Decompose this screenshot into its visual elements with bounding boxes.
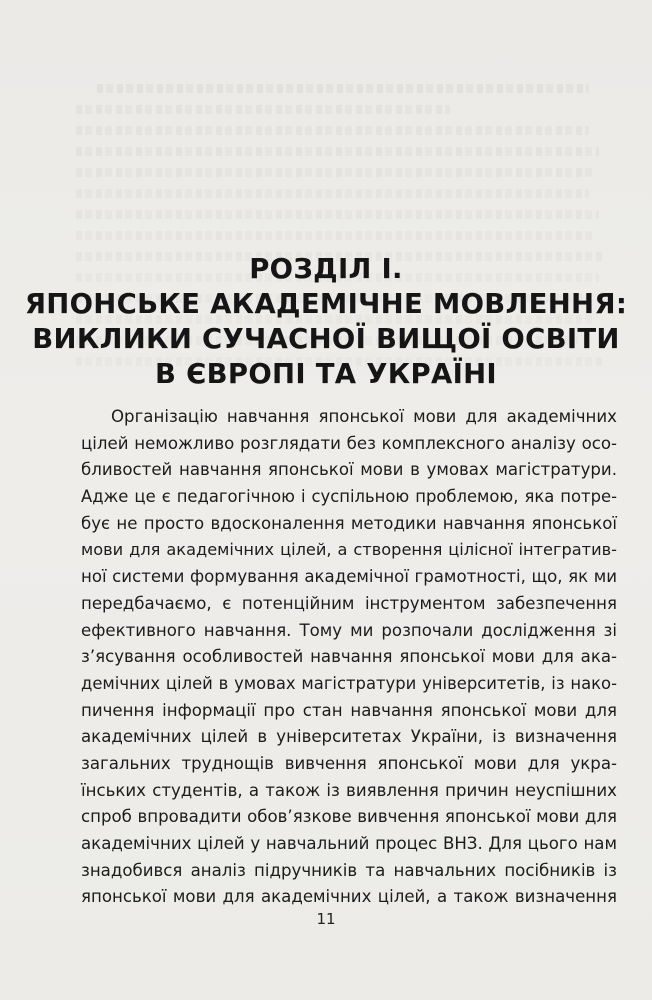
text-line: демічних цілей в умовах магістратури університетів, із нако- [81, 673, 617, 693]
text-line: знадобився аналіз підручників та навчальних посібників із [81, 860, 617, 880]
text-line: японської мови для академічних цілей, а також визначення [81, 887, 617, 907]
chapter-number: РОЗДІЛ І. [249, 253, 403, 285]
text-line: мови для академічних цілей, а створення цілісної інтегратив- [81, 540, 617, 560]
text-line: пичення інформації про стан навчання японської мови для [81, 700, 617, 720]
text-line: Організацію навчання японської мови для академічних [111, 407, 617, 426]
text-line: бливостей навчання японської мови в умовах магістратури. [81, 460, 617, 480]
text-line: Адже це є педагогічною і суспільною проблемою, яка потре- [81, 487, 617, 507]
text-line: академічних цілей у навчальний процес ВНЗ. Для цього нам [81, 834, 617, 853]
text-line: передбачаємо, є потенційним інструментом забезпечення [81, 593, 617, 613]
body-paragraph [81, 404, 617, 911]
text-line: ефективного навчання. Тому ми розпочали дослідження зі [81, 620, 617, 640]
page-number: 11 [316, 910, 336, 928]
text-line: їнських студентів, а також із виявлення причин неуспішних [81, 780, 617, 800]
text-line: ної системи формування академічної грамотності, що, як ми [81, 567, 617, 587]
chapter-title-line-3: В ЄВРОПІ ТА УКРАЇНІ [155, 358, 497, 390]
text-line: цілей неможливо розглядати без комплексного аналізу осо- [81, 433, 617, 453]
text-line: загальних труднощів вивчення японської мови для укра- [81, 753, 617, 773]
text-line: спроб впровадити обов’язкове вивчення японської мови для [81, 807, 617, 827]
chapter-title-line-2: ВИКЛИКИ СУЧАСНОЇ ВИЩОЇ ОСВІТИ [32, 323, 620, 355]
text-line: бує не просто вдосконалення методики навчання японської [81, 513, 617, 533]
text-line: з’ясування особливостей навчання японської мови для ака- [81, 647, 617, 667]
chapter-heading [0, 252, 652, 392]
chapter-title-line-1: ЯПОНСЬКЕ АКАДЕМІЧНЕ МОВЛЕННЯ: [24, 288, 628, 320]
text-line: академічних цілей в університетах України, із визначення [81, 727, 617, 747]
